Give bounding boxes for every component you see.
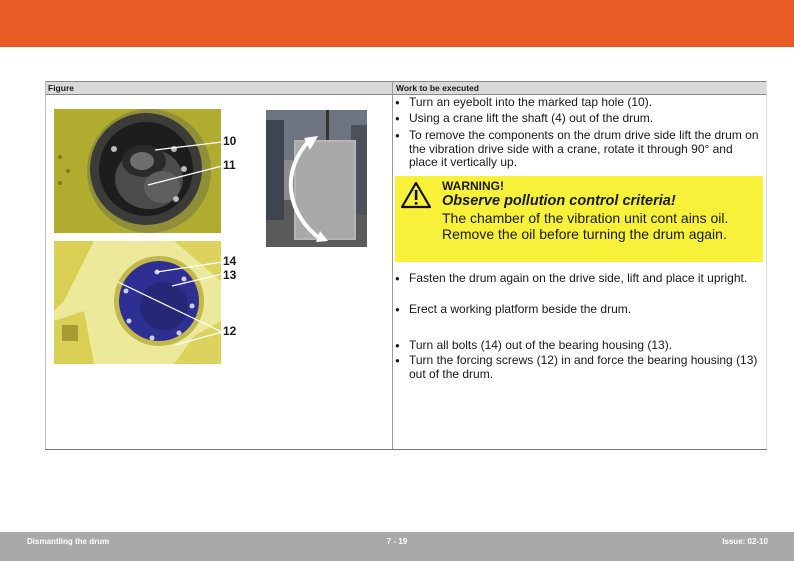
warning-heading: Observe pollution control criteria! — [442, 193, 676, 209]
warning-box — [395, 176, 763, 262]
footer-issue: Issue: 02-10 — [722, 537, 768, 546]
footer-section-title: Dismantling the drum — [27, 537, 110, 546]
footer-bar — [0, 532, 794, 561]
warning-triangle-icon — [400, 181, 432, 209]
callout-13: 13 — [223, 268, 237, 282]
work-column-header: Work to be executed — [396, 83, 479, 93]
callout-12: 12 — [223, 324, 237, 338]
callout-10: 10 — [223, 134, 237, 148]
figure-column-header: Figure — [48, 83, 74, 93]
footer-page-number: 7 - 19 — [386, 537, 408, 546]
warning-body: The chamber of the vibration unit cont ains oil. Remove the oil before turning the drum again. — [442, 210, 729, 242]
callout-11: 11 — [223, 158, 236, 172]
callout-14: 14 — [223, 254, 237, 268]
warning-title: WARNING! — [442, 179, 504, 193]
